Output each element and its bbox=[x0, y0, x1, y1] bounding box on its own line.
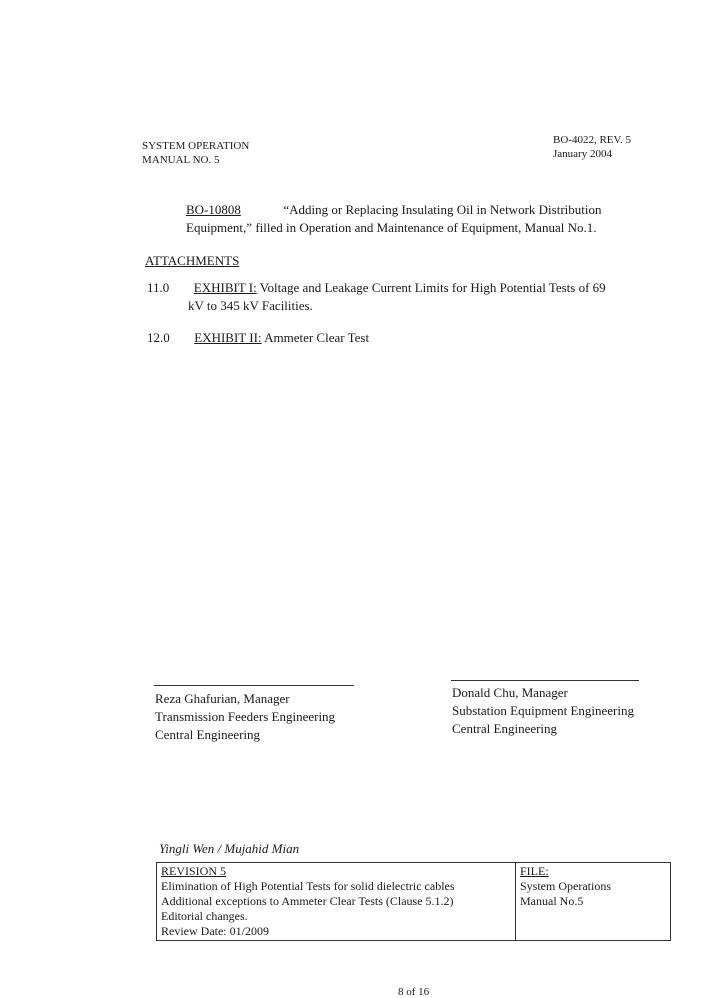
revision-review-date: Review Date: 01/2009 bbox=[161, 924, 269, 938]
revision-cell bbox=[157, 863, 516, 941]
item-number: 12.0 bbox=[147, 330, 170, 345]
file-value: Manual No.5 bbox=[520, 894, 584, 908]
doc-date: January 2004 bbox=[553, 148, 612, 160]
exhibit-text: Voltage and Leakage Current Limits for High Potential Tests of 69 bbox=[259, 280, 606, 295]
doc-id-block bbox=[553, 133, 631, 161]
signer-group: Central Engineering bbox=[452, 721, 558, 736]
signer-dept: Transmission Feeders Engineering bbox=[155, 709, 336, 724]
revision-title: REVISION 5 bbox=[161, 864, 226, 878]
signer-name: Donald Chu, Manager bbox=[452, 685, 568, 700]
exhibit-text: Ammeter Clear Test bbox=[264, 330, 370, 345]
doc-id: BO-4022, REV. 5 bbox=[553, 134, 632, 146]
attachments-heading: ATTACHMENTS bbox=[145, 253, 240, 268]
signer-dept: Substation Equipment Engineering bbox=[452, 703, 634, 718]
exhibit-text-continued: kV to 345 kV Facilities. bbox=[188, 298, 313, 313]
file-value: System Operations bbox=[520, 879, 611, 893]
attachment-item-11 bbox=[147, 279, 606, 297]
revision-line: Additional exceptions to Ammeter Clear Tests (Clause 5.1.2) bbox=[161, 894, 454, 908]
manual-title-line2: MANUAL NO. 5 bbox=[142, 154, 220, 166]
attachment-item-12 bbox=[147, 329, 369, 347]
signature-block-left bbox=[155, 690, 335, 744]
manual-title bbox=[142, 139, 249, 167]
signature-line-left bbox=[154, 685, 354, 686]
file-cell bbox=[516, 863, 671, 941]
page-number: 8 of 16 bbox=[398, 986, 430, 998]
file-label: FILE: bbox=[520, 864, 549, 878]
revision-line: Editorial changes. bbox=[161, 909, 248, 923]
item-number: 11.0 bbox=[147, 280, 170, 295]
reference-title-part1: “Adding or Replacing Insulating Oil in Network Distribution bbox=[283, 202, 602, 217]
revision-line: Elimination of High Potential Tests for solid dielectric cables bbox=[161, 879, 455, 893]
reference-line1 bbox=[186, 201, 601, 219]
manual-title-line1: SYSTEM OPERATION bbox=[142, 140, 250, 152]
authors: Yingli Wen / Mujahid Mian bbox=[159, 841, 300, 856]
reference-code: BO-10808 bbox=[186, 202, 241, 217]
signature-line-right bbox=[451, 680, 639, 681]
exhibit-label: EXHIBIT I: bbox=[193, 280, 257, 295]
reference-title-part2: Equipment,” filled in Operation and Maintenance of Equipment, Manual No.1. bbox=[186, 220, 597, 235]
signer-group: Central Engineering bbox=[155, 727, 261, 742]
signer-name: Reza Ghafurian, Manager bbox=[155, 691, 290, 706]
revision-table bbox=[156, 862, 671, 941]
exhibit-label: EXHIBIT II: bbox=[194, 330, 262, 345]
signature-block-right bbox=[452, 684, 634, 738]
